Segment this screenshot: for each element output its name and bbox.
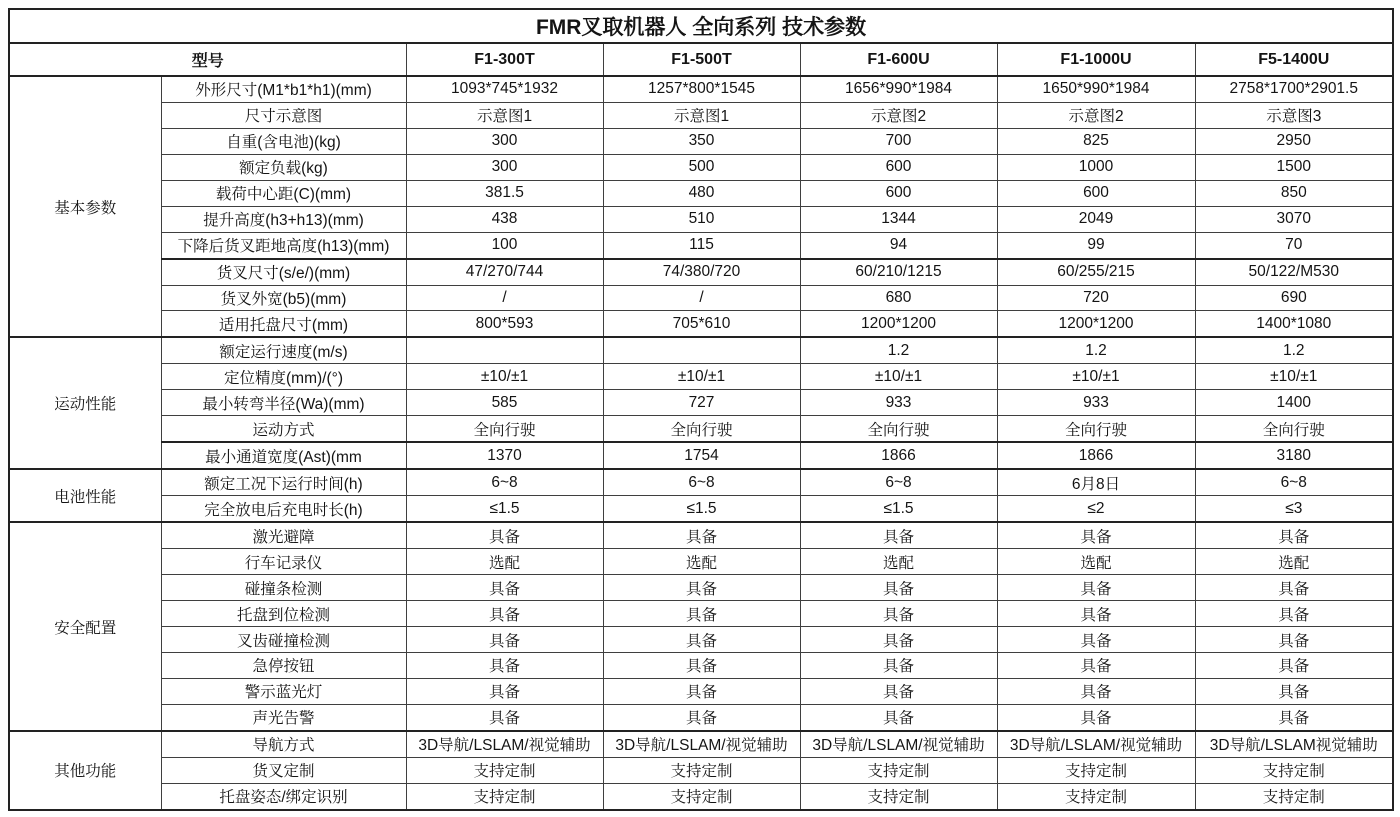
value-cell: 1400*1080	[1195, 311, 1393, 337]
row-label: 货叉外宽(b5)(mm)	[161, 285, 406, 311]
table-row	[9, 652, 1393, 678]
spec-table	[8, 8, 1394, 811]
value-cell: 具备	[1195, 601, 1393, 627]
table-row	[9, 627, 1393, 653]
row-label: 提升高度(h3+h13)(mm)	[161, 206, 406, 232]
value-cell: 具备	[800, 704, 997, 730]
value-cell: 727	[603, 390, 800, 416]
value-cell: 60/255/215	[997, 259, 1195, 285]
value-cell: 6~8	[603, 469, 800, 495]
row-label: 货叉定制	[161, 757, 406, 783]
value-cell: 690	[1195, 285, 1393, 311]
value-cell: 支持定制	[603, 757, 800, 783]
value-cell: 3D导航/LSLAM/视觉辅助	[603, 731, 800, 757]
row-label: 托盘到位检测	[161, 601, 406, 627]
value-cell: 全向行驶	[406, 416, 603, 442]
value-cell: 1370	[406, 442, 603, 469]
value-cell: 1500	[1195, 154, 1393, 180]
value-cell: 选配	[800, 549, 997, 575]
value-cell: 1656*990*1984	[800, 76, 997, 102]
value-cell: 510	[603, 206, 800, 232]
row-label: 运动方式	[161, 416, 406, 442]
column-header-model-3: F1-600U	[800, 43, 997, 76]
value-cell: 700	[800, 128, 997, 154]
value-cell: 1650*990*1984	[997, 76, 1195, 102]
value-cell: ≤2	[997, 496, 1195, 522]
value-cell: 支持定制	[1195, 783, 1393, 810]
value-cell: 60/210/1215	[800, 259, 997, 285]
value-cell: 1093*745*1932	[406, 76, 603, 102]
value-cell: 支持定制	[800, 757, 997, 783]
value-cell: 支持定制	[997, 783, 1195, 810]
value-cell: 6~8	[800, 469, 997, 495]
table-row	[9, 416, 1393, 442]
value-cell: 705*610	[603, 311, 800, 337]
value-cell: 示意图1	[603, 102, 800, 128]
value-cell: 381.5	[406, 180, 603, 206]
value-cell: 具备	[1195, 704, 1393, 730]
table-row	[9, 731, 1393, 757]
table-row	[9, 337, 1393, 363]
value-cell: 具备	[603, 678, 800, 704]
value-cell: 94	[800, 232, 997, 258]
value-cell: 具备	[800, 678, 997, 704]
value-cell: 500	[603, 154, 800, 180]
value-cell: 300	[406, 128, 603, 154]
value-cell: 示意图3	[1195, 102, 1393, 128]
value-cell: 100	[406, 232, 603, 258]
value-cell: 720	[997, 285, 1195, 311]
row-label: 外形尺寸(M1*b1*h1)(mm)	[161, 76, 406, 102]
value-cell: 1866	[800, 442, 997, 469]
value-cell: 示意图2	[800, 102, 997, 128]
value-cell: 具备	[406, 601, 603, 627]
row-label: 导航方式	[161, 731, 406, 757]
row-label: 碰撞条检测	[161, 575, 406, 601]
value-cell: 具备	[800, 575, 997, 601]
table-row	[9, 783, 1393, 810]
value-cell: 选配	[603, 549, 800, 575]
page-title: FMR叉取机器人 全向系列 技术参数	[9, 9, 1393, 43]
column-header-model-1: F1-300T	[406, 43, 603, 76]
value-cell: 680	[800, 285, 997, 311]
value-cell: 933	[800, 390, 997, 416]
row-label: 托盘姿态/绑定识别	[161, 783, 406, 810]
value-cell: 具备	[1195, 627, 1393, 653]
table-row	[9, 232, 1393, 258]
column-header-model-4: F1-1000U	[997, 43, 1195, 76]
value-cell: 74/380/720	[603, 259, 800, 285]
value-cell: 具备	[603, 522, 800, 548]
value-cell: 1.2	[1195, 337, 1393, 363]
row-label: 额定负载(kg)	[161, 154, 406, 180]
table-row	[9, 522, 1393, 548]
row-label: 行车记录仪	[161, 549, 406, 575]
value-cell: 全向行驶	[603, 416, 800, 442]
value-cell: 3D导航/LSLAM视觉辅助	[1195, 731, 1393, 757]
table-row	[9, 704, 1393, 730]
value-cell: ≤1.5	[603, 496, 800, 522]
value-cell: 1754	[603, 442, 800, 469]
section-label: 安全配置	[9, 522, 161, 731]
value-cell: 示意图1	[406, 102, 603, 128]
value-cell: 438	[406, 206, 603, 232]
table-row	[9, 549, 1393, 575]
table-row	[9, 469, 1393, 495]
value-cell: 50/122/M530	[1195, 259, 1393, 285]
value-cell: 115	[603, 232, 800, 258]
value-cell: /	[603, 285, 800, 311]
row-label: 最小转弯半径(Wa)(mm)	[161, 390, 406, 416]
value-cell: 具备	[997, 575, 1195, 601]
value-cell: 600	[997, 180, 1195, 206]
value-cell: ±10/±1	[800, 364, 997, 390]
table-row	[9, 206, 1393, 232]
value-cell: 示意图2	[997, 102, 1195, 128]
value-cell: 3070	[1195, 206, 1393, 232]
section-label: 其他功能	[9, 731, 161, 810]
value-cell: 1.2	[997, 337, 1195, 363]
row-label: 叉齿碰撞检测	[161, 627, 406, 653]
table-row	[9, 102, 1393, 128]
column-header-model-2: F1-500T	[603, 43, 800, 76]
row-label: 自重(含电池)(kg)	[161, 128, 406, 154]
value-cell: 825	[997, 128, 1195, 154]
value-cell: 具备	[603, 575, 800, 601]
row-label: 额定工况下运行时间(h)	[161, 469, 406, 495]
value-cell: 具备	[997, 652, 1195, 678]
section-label: 电池性能	[9, 469, 161, 522]
value-cell: 933	[997, 390, 1195, 416]
value-cell: 47/270/744	[406, 259, 603, 285]
value-cell: 1344	[800, 206, 997, 232]
value-cell: /	[406, 285, 603, 311]
value-cell: 800*593	[406, 311, 603, 337]
value-cell: 具备	[800, 522, 997, 548]
model-header-label: 型号	[9, 43, 406, 76]
value-cell: 3D导航/LSLAM/视觉辅助	[800, 731, 997, 757]
value-cell: 具备	[1195, 522, 1393, 548]
value-cell: 6~8	[1195, 469, 1393, 495]
value-cell: 具备	[406, 522, 603, 548]
value-cell: 2758*1700*2901.5	[1195, 76, 1393, 102]
value-cell: 支持定制	[603, 783, 800, 810]
value-cell: 选配	[406, 549, 603, 575]
table-row	[9, 390, 1393, 416]
table-row	[9, 496, 1393, 522]
value-cell: 选配	[997, 549, 1195, 575]
section-label: 运动性能	[9, 337, 161, 469]
value-cell	[603, 337, 800, 363]
table-row	[9, 601, 1393, 627]
value-cell: 具备	[800, 652, 997, 678]
value-cell: 1257*800*1545	[603, 76, 800, 102]
value-cell	[406, 337, 603, 363]
value-cell: 支持定制	[406, 783, 603, 810]
value-cell: 1200*1200	[800, 311, 997, 337]
value-cell: 480	[603, 180, 800, 206]
value-cell: 全向行驶	[1195, 416, 1393, 442]
value-cell: 全向行驶	[997, 416, 1195, 442]
value-cell: 全向行驶	[800, 416, 997, 442]
value-cell: 6~8	[406, 469, 603, 495]
value-cell: 具备	[997, 704, 1195, 730]
value-cell: ±10/±1	[1195, 364, 1393, 390]
value-cell: 99	[997, 232, 1195, 258]
value-cell: 选配	[1195, 549, 1393, 575]
table-row	[9, 180, 1393, 206]
value-cell: 1000	[997, 154, 1195, 180]
value-cell: 具备	[800, 601, 997, 627]
value-cell: 支持定制	[1195, 757, 1393, 783]
value-cell: 具备	[406, 678, 603, 704]
table-row	[9, 442, 1393, 469]
value-cell: ≤3	[1195, 496, 1393, 522]
spec-table-body	[9, 76, 1393, 810]
table-row	[9, 311, 1393, 337]
row-label: 适用托盘尺寸(mm)	[161, 311, 406, 337]
value-cell: 支持定制	[800, 783, 997, 810]
section-label: 基本参数	[9, 76, 161, 337]
value-cell: 6月8日	[997, 469, 1195, 495]
row-label: 额定运行速度(m/s)	[161, 337, 406, 363]
row-label: 声光告警	[161, 704, 406, 730]
row-label: 激光避障	[161, 522, 406, 548]
value-cell: 3180	[1195, 442, 1393, 469]
value-cell: 1200*1200	[997, 311, 1195, 337]
title-row	[9, 9, 1393, 43]
value-cell: 具备	[603, 704, 800, 730]
value-cell: 具备	[1195, 652, 1393, 678]
table-row	[9, 128, 1393, 154]
value-cell: ≤1.5	[406, 496, 603, 522]
value-cell: 支持定制	[406, 757, 603, 783]
value-cell: 1866	[997, 442, 1195, 469]
row-label: 完全放电后充电时长(h)	[161, 496, 406, 522]
value-cell: 2950	[1195, 128, 1393, 154]
row-label: 载荷中心距(C)(mm)	[161, 180, 406, 206]
row-label: 急停按钮	[161, 652, 406, 678]
table-row	[9, 757, 1393, 783]
table-row	[9, 364, 1393, 390]
row-label: 货叉尺寸(s/e/)(mm)	[161, 259, 406, 285]
value-cell: 3D导航/LSLAM/视觉辅助	[997, 731, 1195, 757]
value-cell: 300	[406, 154, 603, 180]
value-cell: 1.2	[800, 337, 997, 363]
table-row	[9, 259, 1393, 285]
value-cell: ±10/±1	[603, 364, 800, 390]
row-label: 下降后货叉距地高度(h13)(mm)	[161, 232, 406, 258]
value-cell: 具备	[603, 627, 800, 653]
value-cell: 3D导航/LSLAM/视觉辅助	[406, 731, 603, 757]
value-cell: 具备	[997, 601, 1195, 627]
value-cell: ≤1.5	[800, 496, 997, 522]
value-cell: 850	[1195, 180, 1393, 206]
row-label: 最小通道宽度(Ast)(mm	[161, 442, 406, 469]
value-cell: 支持定制	[997, 757, 1195, 783]
value-cell: 600	[800, 180, 997, 206]
row-label: 警示蓝光灯	[161, 678, 406, 704]
value-cell: 1400	[1195, 390, 1393, 416]
table-row	[9, 285, 1393, 311]
row-label: 定位精度(mm)/(°)	[161, 364, 406, 390]
value-cell: 具备	[1195, 575, 1393, 601]
table-row	[9, 154, 1393, 180]
row-label: 尺寸示意图	[161, 102, 406, 128]
value-cell: 具备	[603, 652, 800, 678]
value-cell: 具备	[997, 627, 1195, 653]
value-cell: 具备	[406, 627, 603, 653]
table-row	[9, 76, 1393, 102]
value-cell: 70	[1195, 232, 1393, 258]
table-row	[9, 575, 1393, 601]
value-cell: 具备	[997, 678, 1195, 704]
value-cell: 具备	[406, 704, 603, 730]
model-header-row	[9, 43, 1393, 76]
value-cell: 具备	[800, 627, 997, 653]
value-cell: 600	[800, 154, 997, 180]
value-cell: 2049	[997, 206, 1195, 232]
value-cell: 具备	[406, 575, 603, 601]
value-cell: 具备	[406, 652, 603, 678]
value-cell: ±10/±1	[406, 364, 603, 390]
value-cell: ±10/±1	[997, 364, 1195, 390]
value-cell: 350	[603, 128, 800, 154]
value-cell: 585	[406, 390, 603, 416]
value-cell: 具备	[603, 601, 800, 627]
value-cell: 具备	[997, 522, 1195, 548]
column-header-model-5: F5-1400U	[1195, 43, 1393, 76]
value-cell: 具备	[1195, 678, 1393, 704]
table-row	[9, 678, 1393, 704]
